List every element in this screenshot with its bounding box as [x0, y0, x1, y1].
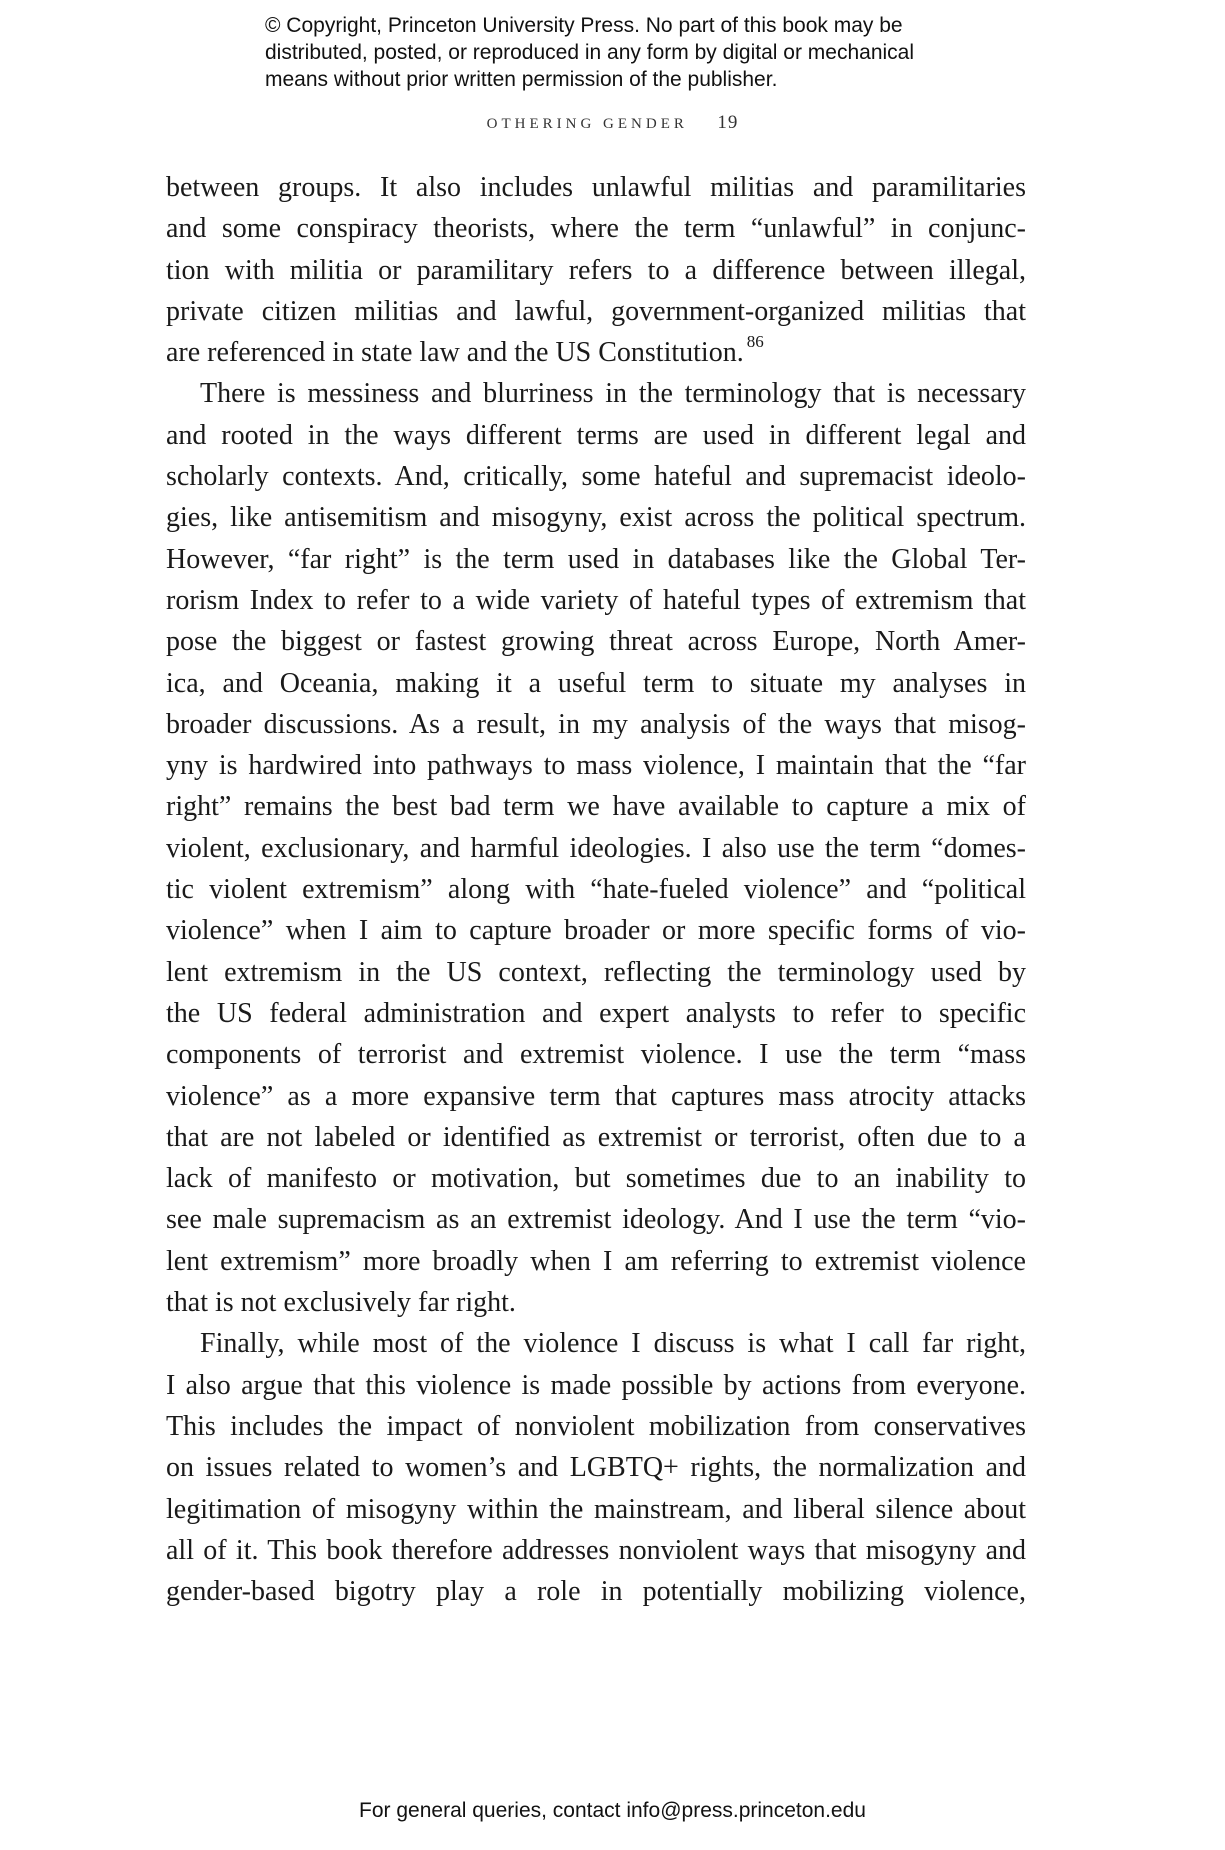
- text-line: right” remains the best bad term we have available to capture a mix of: [166, 791, 1026, 823]
- running-head: [0, 112, 1225, 134]
- text-line: tic violent extremism” along with “hate-fueled violence” and “political: [166, 874, 1026, 906]
- text-line-with-footnote: [166, 332, 1026, 373]
- text-line: This includes the impact of nonviolent mobilization from conservatives: [166, 1410, 1026, 1442]
- page-number: 19: [717, 112, 739, 133]
- text-line: pose the biggest or fastest growing threat across Europe, North Amer-: [166, 626, 1026, 658]
- text-line: the US federal administration and expert analysts to refer to specific: [166, 997, 1026, 1029]
- text-line: private citizen militias and lawful, government-organized militias that: [166, 295, 1026, 327]
- text-line: that are not labeled or identified as extremist or terrorist, often due to a: [166, 1121, 1026, 1153]
- text-line: gies, like antisemitism and misogyny, exist across the political spectrum.: [166, 502, 1026, 534]
- text-line: legitimation of misogyny within the mainstream, and liberal silence about: [166, 1493, 1026, 1525]
- text-line: yny is hardwired into pathways to mass violence, I maintain that the “far: [166, 750, 1026, 782]
- text-line: lack of manifesto or motivation, but sometimes due to an inability to: [166, 1163, 1026, 1195]
- copyright-line: © Copyright, Princeton University Press. No part of this book may be: [265, 14, 903, 37]
- text-line: between groups. It also includes unlawful militias and paramilitaries: [166, 172, 1026, 203]
- text-line: on issues related to women’s and LGBTQ+ rights, the normalization and: [166, 1452, 1026, 1484]
- text-line: There is messiness and blurriness in the terminology that is necessary: [200, 378, 1026, 410]
- text-line: Finally, while most of the violence I discuss is what I call far right,: [200, 1328, 1026, 1360]
- text-line: that is not exclusively far right.: [166, 1287, 516, 1319]
- text-line: violence” when I aim to capture broader or more specific forms of vio-: [166, 915, 1026, 947]
- text-line: all of it. This book therefore addresses nonviolent ways that misogyny and: [166, 1534, 1026, 1566]
- text-line: I also argue that this violence is made possible by actions from everyone.: [166, 1369, 1026, 1401]
- footer-contact: For general queries, contact info@press.princeton.edu: [359, 1799, 866, 1822]
- text-line: components of terrorist and extremist violence. I use the term “mass: [166, 1039, 1026, 1071]
- running-head-title: OTHERING GENDER: [486, 116, 688, 132]
- text-line: violent, exclusionary, and harmful ideologies. I also use the term “domes-: [166, 832, 1026, 864]
- footnote-marker[interactable]: 86: [746, 332, 764, 352]
- text-line: lent extremism in the US context, reflecting the terminology used by: [166, 956, 1026, 988]
- text-line: rorism Index to refer to a wide variety of hateful types of extremism that: [166, 584, 1026, 616]
- text-line: violence” as a more expansive term that captures mass atrocity attacks: [166, 1080, 1026, 1112]
- text-line: broader discussions. As a result, in my analysis of the ways that misog-: [166, 708, 1026, 740]
- text-line: and some conspiracy theorists, where the term “unlawful” in conjunc-: [166, 213, 1026, 245]
- text-line: However, “far right” is the term used in databases like the Global Ter-: [166, 543, 1026, 575]
- text-line: and rooted in the ways different terms are used in different legal and: [166, 419, 1026, 451]
- text-line: see male supremacism as an extremist ideology. And I use the term “vio-: [166, 1204, 1026, 1236]
- text-line: ica, and Oceania, making it a useful term to situate my analyses in: [166, 667, 1026, 699]
- text-line: gender-based bigotry play a role in potentially mobilizing violence,: [166, 1576, 1026, 1608]
- copyright-line: distributed, posted, or reproduced in any form by digital or mechanical: [265, 41, 915, 64]
- text-line: tion with militia or paramilitary refers to a difference between illegal,: [166, 254, 1026, 286]
- body-text: [166, 167, 1026, 1612]
- text-line: scholarly contexts. And, critically, some hateful and supremacist ideolo-: [166, 461, 1026, 493]
- text-line: are referenced in state law and the US Constitution.: [166, 337, 744, 369]
- text-line: lent extremism” more broadly when I am referring to extremist violence: [166, 1245, 1026, 1277]
- copyright-notice: [265, 12, 1025, 93]
- copyright-line: means without prior written permission of the publisher.: [265, 68, 778, 91]
